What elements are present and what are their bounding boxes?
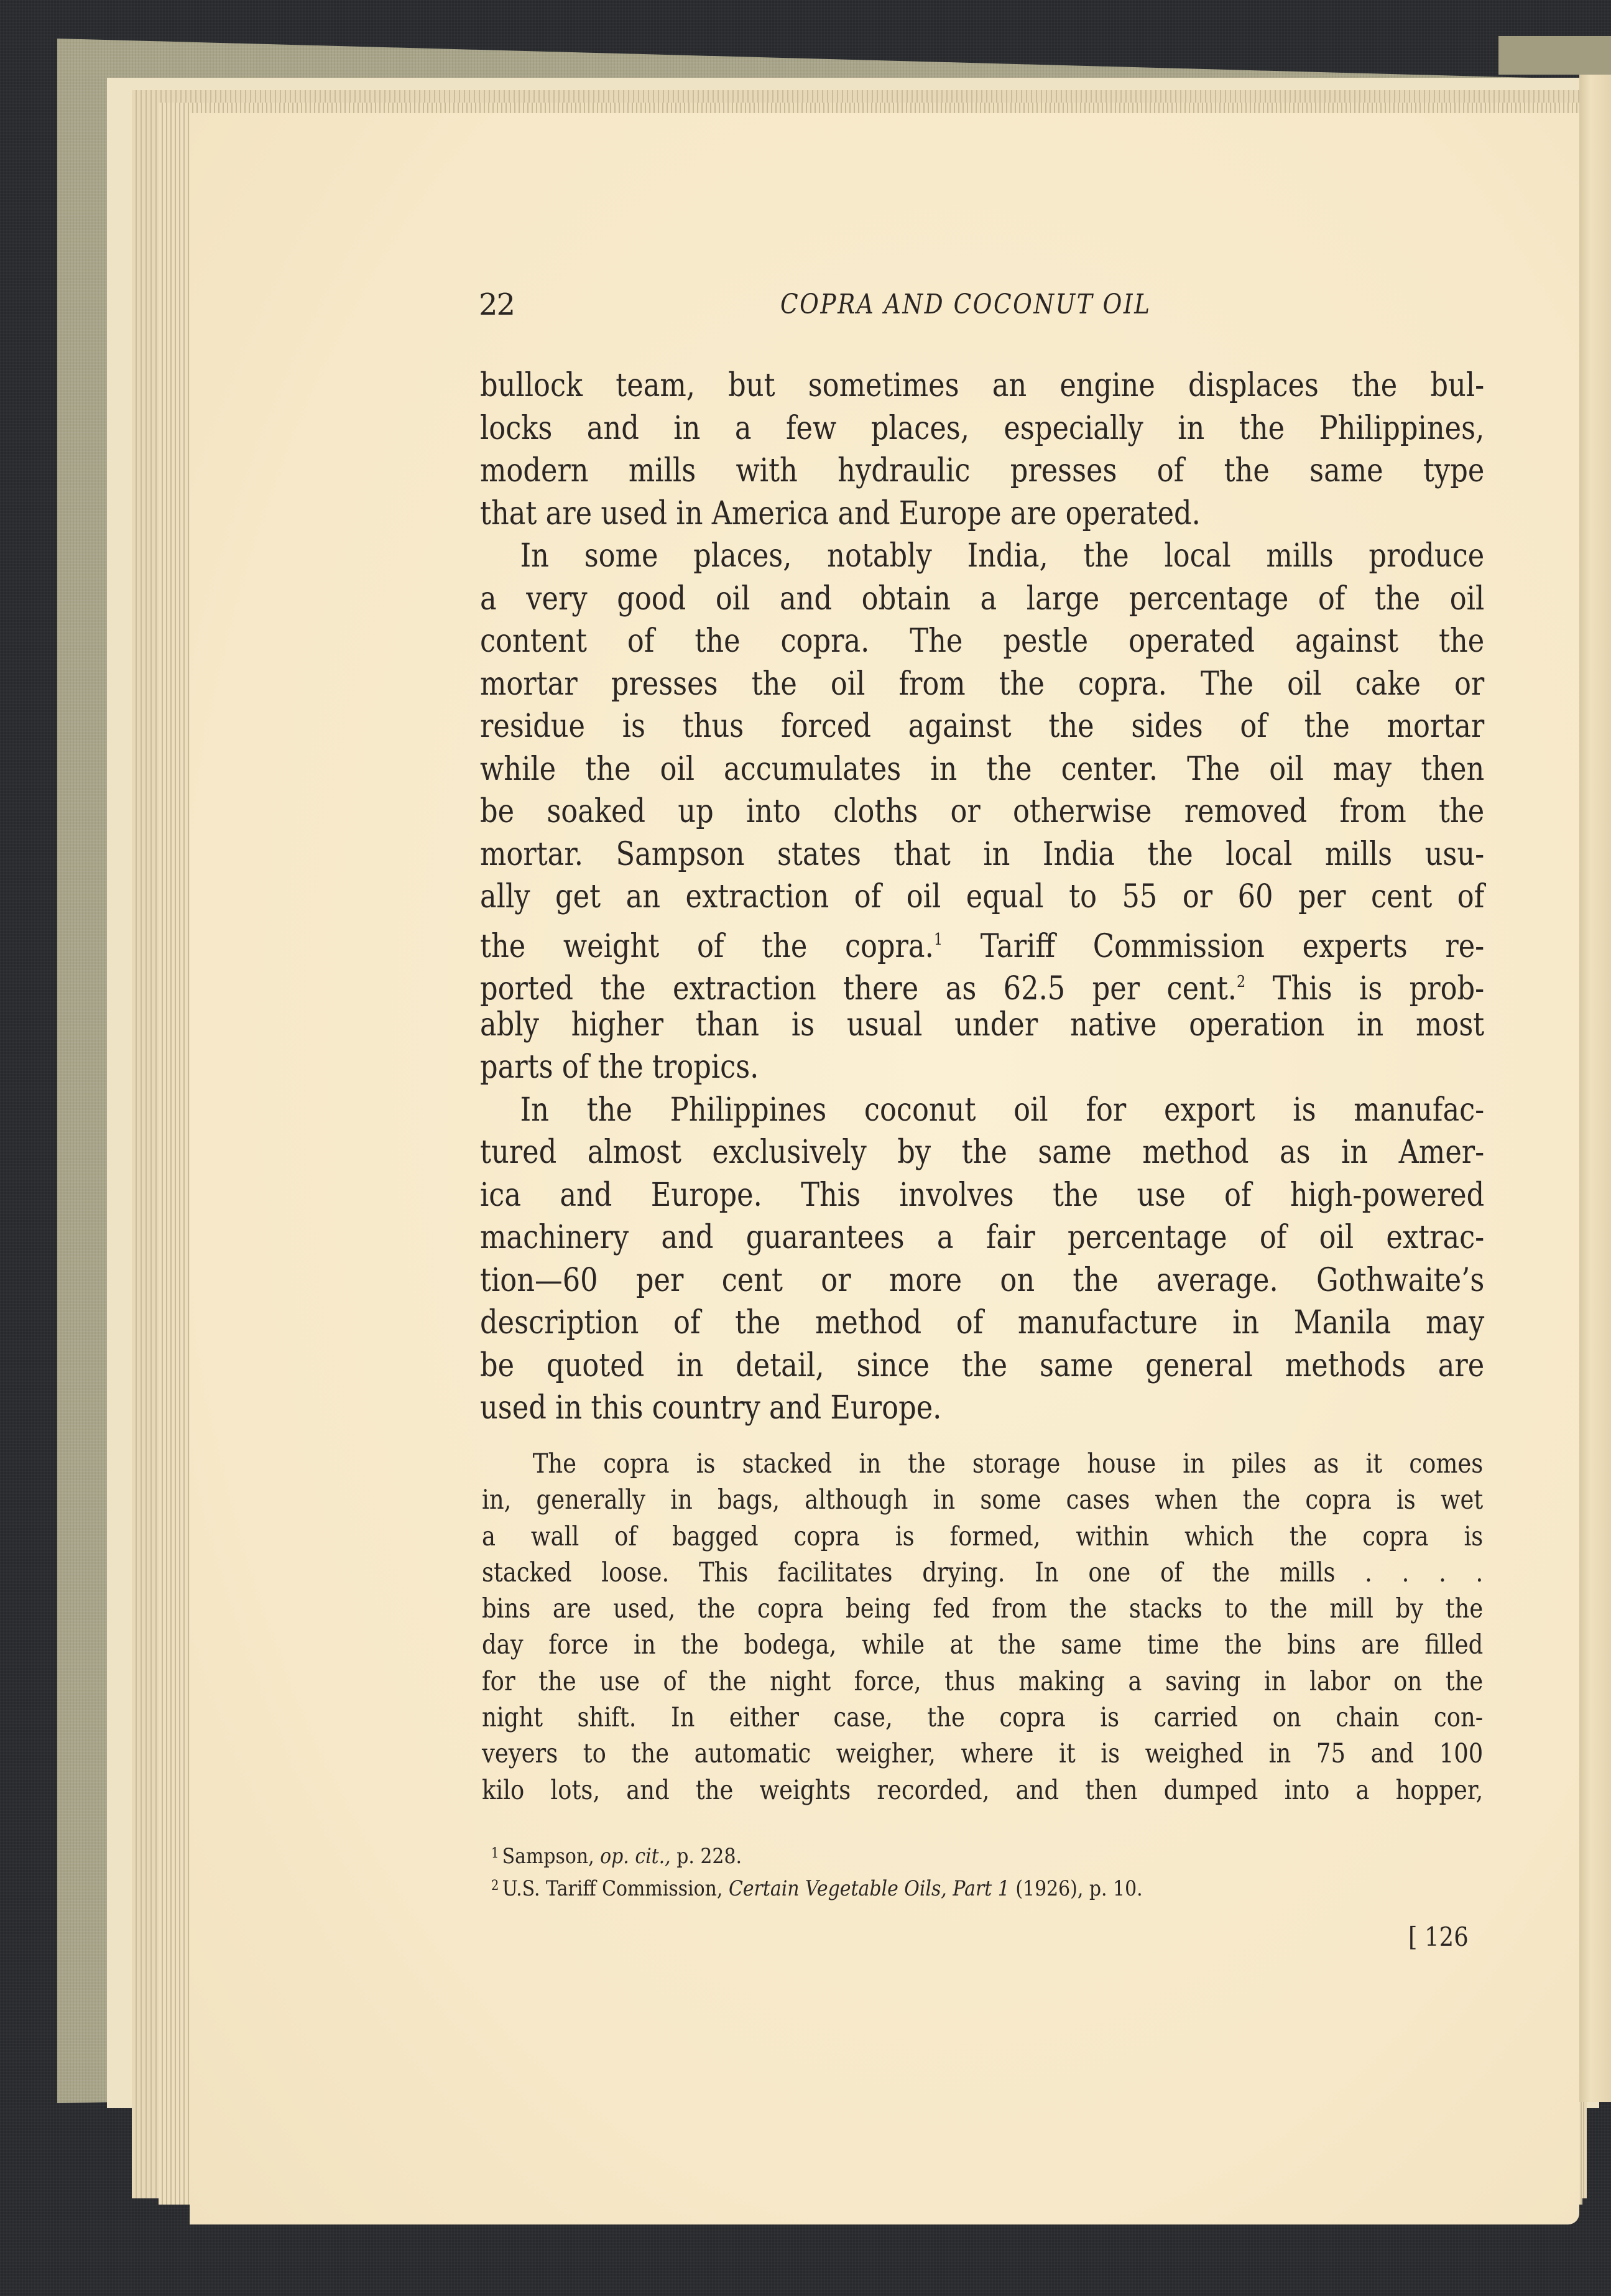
text-line: that are used in America and Europe are operated. bbox=[480, 494, 1201, 532]
running-head bbox=[479, 287, 1480, 325]
footnote-ref-1[interactable]: 1 bbox=[933, 930, 943, 949]
footnote-rest: p. 228. bbox=[676, 1844, 742, 1869]
text-line: locks and in a few places, especially in the Philippines, bbox=[480, 409, 1485, 447]
footnote-rest: (1926), p. 10. bbox=[1015, 1876, 1143, 1901]
text-line: parts of the tropics. bbox=[480, 1048, 759, 1086]
text-line: In some places, notably India, the local mills produce bbox=[520, 537, 1485, 575]
text-line: tured almost exclusively by the same method as in Amer- bbox=[480, 1134, 1485, 1171]
text-line: bullock team, but sometimes an engine displaces the bul- bbox=[480, 367, 1485, 404]
footnote-number: 2 bbox=[491, 1878, 499, 1894]
text-fragment: This is prob- bbox=[1272, 970, 1485, 1007]
text-line: machinery and guarantees a fair percentage of oil extrac- bbox=[480, 1219, 1485, 1256]
text-fragment: the weight of the copra. bbox=[480, 927, 934, 965]
quote-line: kilo lots, and the weights recorded, and then dumped into a hopper, bbox=[482, 1774, 1484, 1806]
quote-line: The copra is stacked in the storage house in piles as it comes bbox=[532, 1448, 1484, 1479]
quote-line: for the use of the night force, thus making a saving in labor on the bbox=[482, 1665, 1484, 1697]
footnote-1 bbox=[491, 1838, 1257, 1870]
text-line-with-ref bbox=[480, 919, 1485, 965]
text-line: be soaked up into cloths or otherwise removed from the bbox=[480, 793, 1485, 830]
text-line: mortar presses the oil from the copra. The oil cake or bbox=[480, 665, 1485, 703]
running-title: COPRA AND COCONUT OIL bbox=[780, 289, 1152, 320]
quote-line: bins are used, the copra being fed from the stacks to the mill by the bbox=[482, 1593, 1484, 1625]
footnote-2 bbox=[491, 1870, 1257, 1902]
body-text bbox=[480, 364, 1484, 1430]
block-quote bbox=[482, 1446, 1483, 1808]
text-line: residue is thus forced against the sides of the mortar bbox=[480, 708, 1485, 745]
text-line: ica and Europe. This involves the use of high-powered bbox=[480, 1176, 1485, 1214]
text-line: ably higher than is usual under native operation in most bbox=[480, 1006, 1485, 1044]
text-line: a very good oil and obtain a large percentage of the oil bbox=[480, 580, 1485, 618]
quote-line: night shift. In either case, the copra is carried on chain con- bbox=[482, 1702, 1484, 1734]
text-line: content of the copra. The pestle operated against the bbox=[480, 623, 1485, 660]
text-line-with-ref bbox=[480, 961, 1485, 1007]
text-line: tion—60 per cent or more on the average. Gothwaite’s bbox=[480, 1261, 1485, 1299]
page-number: 22 bbox=[479, 287, 515, 322]
text-line: mortar. Sampson states that in India the local mills usu- bbox=[480, 835, 1485, 873]
signature-mark: [ 126 bbox=[1408, 1922, 1469, 1952]
footnote-author: U.S. Tariff Commission, bbox=[502, 1876, 723, 1901]
quote-line: a wall of bagged copra is formed, within which the copra is bbox=[482, 1521, 1484, 1552]
quote-line: day force in the bodega, while at the same time the bins are filled bbox=[482, 1629, 1484, 1661]
text-line: In the Philippines coconut oil for export is manufac- bbox=[520, 1091, 1485, 1129]
text-fragment: ported the extraction there as 62.5 per cent. bbox=[480, 970, 1237, 1007]
text-line: modern mills with hydraulic presses of the same type bbox=[480, 452, 1485, 489]
text-line: description of the method of manufacture in Manila may bbox=[480, 1304, 1485, 1341]
text-line: ally get an extraction of oil equal to 55 or 60 per cent of bbox=[480, 878, 1485, 915]
text-line: used in this country and Europe. bbox=[480, 1389, 942, 1427]
footnotes bbox=[491, 1838, 1362, 1902]
quote-line: in, generally in bags, although in some cases when the copra is wet bbox=[482, 1484, 1484, 1516]
footnote-number: 1 bbox=[491, 1846, 499, 1861]
text-fragment: Tariff Commission experts re- bbox=[980, 927, 1485, 965]
text-line: be quoted in detail, since the same general methods are bbox=[480, 1346, 1485, 1384]
cover-edge-tab bbox=[1498, 36, 1611, 75]
footnote-italic: Certain Vegetable Oils, Part 1 bbox=[728, 1876, 1010, 1901]
text-line: while the oil accumulates in the center. The oil may then bbox=[480, 750, 1485, 788]
quote-line: veyers to the automatic weigher, where it is weighed in 75 and 100 bbox=[482, 1738, 1484, 1770]
quote-line: stacked loose. This facilitates drying. In one of the mills . . . . bbox=[482, 1557, 1484, 1588]
facing-page-gutter bbox=[1579, 75, 1611, 2102]
footnote-author: Sampson, bbox=[502, 1844, 594, 1869]
footnote-ref-2[interactable]: 2 bbox=[1237, 973, 1246, 991]
footnote-italic: op. cit., bbox=[600, 1844, 671, 1869]
